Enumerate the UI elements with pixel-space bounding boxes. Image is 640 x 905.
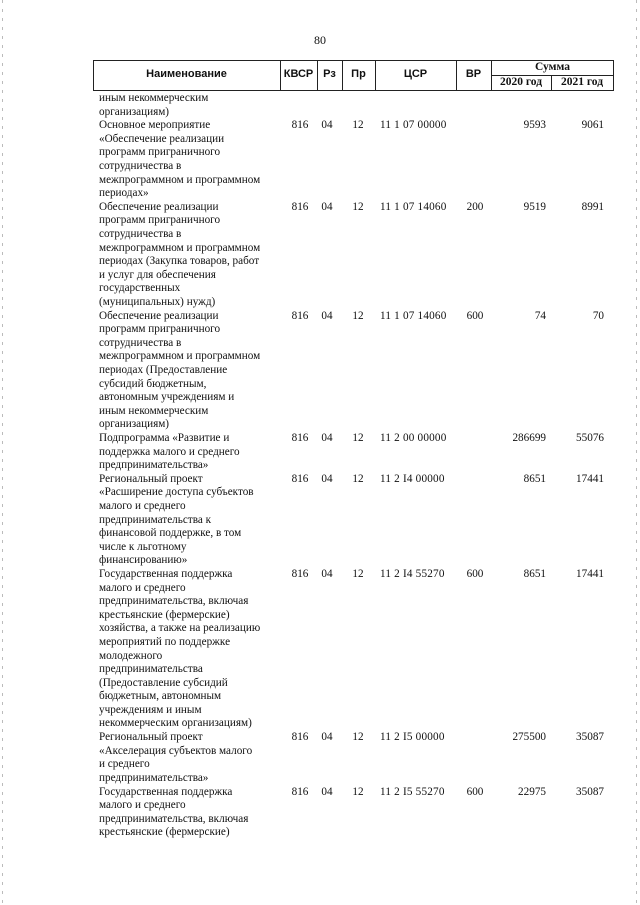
cell-csr: 11 1 07 00000 <box>380 119 447 132</box>
cell-vr: 200 <box>466 200 484 213</box>
cell-name: Обеспечение реализации программ приграничного сотрудничества в межпрограммном и программном периодах (Предоставление субсидий бюджетным, автономным учреждениям и иным некоммерческим организациям) <box>99 309 261 431</box>
header-rz: Рз <box>323 68 336 80</box>
table-row <box>0 432 640 473</box>
cell-s2021: 17441 <box>576 567 604 580</box>
table-row <box>0 201 640 310</box>
table-row <box>0 731 640 785</box>
cell-pr: 12 <box>352 431 364 444</box>
cell-csr: 11 2 I4 00000 <box>380 472 445 485</box>
table-header <box>93 60 614 91</box>
cell-pr: 12 <box>352 472 364 485</box>
cell-kvsr: 816 <box>291 309 309 322</box>
header-vr: ВР <box>465 68 482 80</box>
cell-s2020: 22975 <box>518 785 546 798</box>
cell-name: Обеспечение реализации программ приграничного сотрудничества в межпрограммном и программном периодах (Закупка товаров, работ и услуг для обеспечения государственных (муниципальных) нужд) <box>99 200 261 308</box>
cell-kvsr: 816 <box>291 731 309 744</box>
header-sum: Сумма <box>535 61 570 73</box>
header-name: Наименование <box>146 68 227 80</box>
cell-s2020: 8651 <box>523 567 546 580</box>
cell-vr: 600 <box>466 309 484 322</box>
cell-s2020: 9593 <box>523 119 546 132</box>
cell-csr: 11 1 07 14060 <box>380 200 447 213</box>
cell-rz: 04 <box>321 472 333 485</box>
cell-s2020: 275500 <box>512 731 546 744</box>
header-pr: Пр <box>351 68 366 80</box>
cell-pr: 12 <box>352 200 364 213</box>
cell-rz: 04 <box>321 119 333 132</box>
table-row <box>0 119 640 201</box>
table-row <box>0 786 640 840</box>
table-row <box>0 310 640 432</box>
cell-s2020: 74 <box>534 309 546 322</box>
cell-rz: 04 <box>321 567 333 580</box>
header-year-2020: 2020 год <box>499 76 543 88</box>
cell-vr: 600 <box>466 567 484 580</box>
cell-kvsr: 816 <box>291 200 309 213</box>
cell-rz: 04 <box>321 309 333 322</box>
cell-name: иным некоммерческим организациям) <box>99 92 209 118</box>
page-number: 80 <box>314 33 326 47</box>
cell-name: Подпрограмма «Развитие и поддержка малого и среднего предпринимательства» <box>99 431 240 472</box>
cell-kvsr: 816 <box>291 567 309 580</box>
cell-rz: 04 <box>321 785 333 798</box>
cell-name: Региональный проект «Акселерация субъектов малого и среднего предпринимательства» <box>99 731 253 784</box>
cell-pr: 12 <box>352 731 364 744</box>
cell-pr: 12 <box>352 567 364 580</box>
cell-s2020: 8651 <box>523 472 546 485</box>
cell-s2021: 8991 <box>581 200 604 213</box>
cell-csr: 11 1 07 14060 <box>380 309 447 322</box>
cell-rz: 04 <box>321 200 333 213</box>
cell-kvsr: 816 <box>291 785 309 798</box>
cell-s2020: 286699 <box>512 431 546 444</box>
cell-s2021: 70 <box>592 309 604 322</box>
cell-csr: 11 2 I5 00000 <box>380 731 445 744</box>
table-row <box>0 92 640 119</box>
cell-name: Государственная поддержка малого и среднего предпринимательства, включая крестьянские (фермерские) <box>99 785 249 839</box>
table-row <box>0 568 640 731</box>
cell-kvsr: 816 <box>291 472 309 485</box>
cell-s2021: 17441 <box>576 472 604 485</box>
table-body <box>0 92 640 840</box>
cell-name: Региональный проект «Расширение доступа субъектов малого и среднего предпринимательства к финансовой поддержке, в том числе к льготному финансированию» <box>99 472 254 567</box>
cell-name: Основное мероприятие «Обеспечение реализации программ приграничного сотрудничества в межпрограммном и программном периодах» <box>99 119 261 200</box>
cell-s2021: 9061 <box>581 119 604 132</box>
cell-csr: 11 2 I5 55270 <box>380 785 445 798</box>
cell-pr: 12 <box>352 309 364 322</box>
cell-csr: 11 2 I4 55270 <box>380 567 445 580</box>
cell-s2021: 55076 <box>576 431 604 444</box>
table-row <box>0 473 640 568</box>
cell-s2021: 35087 <box>576 731 604 744</box>
header-year-2021: 2021 год <box>560 76 604 88</box>
cell-vr: 600 <box>466 785 484 798</box>
cell-kvsr: 816 <box>291 119 309 132</box>
cell-pr: 12 <box>352 119 364 132</box>
cell-csr: 11 2 00 00000 <box>380 431 447 444</box>
cell-rz: 04 <box>321 731 333 744</box>
cell-name: Государственная поддержка малого и среднего предпринимательства, включая крестьянские (фермерские) хозяйства, а также на реализацию мероприятий по поддержке молодежного предпринимательства (Предоставление субсидий бюджетным, автономным учреждениям и иным некоммерческим организациям) <box>99 567 261 730</box>
header-csr: ЦСР <box>403 68 428 80</box>
cell-pr: 12 <box>352 785 364 798</box>
cell-rz: 04 <box>321 431 333 444</box>
cell-s2021: 35087 <box>576 785 604 798</box>
cell-kvsr: 816 <box>291 431 309 444</box>
header-kvsr: КВСР <box>283 68 314 80</box>
header-bottom-border <box>93 90 614 91</box>
cell-s2020: 9519 <box>523 200 546 213</box>
